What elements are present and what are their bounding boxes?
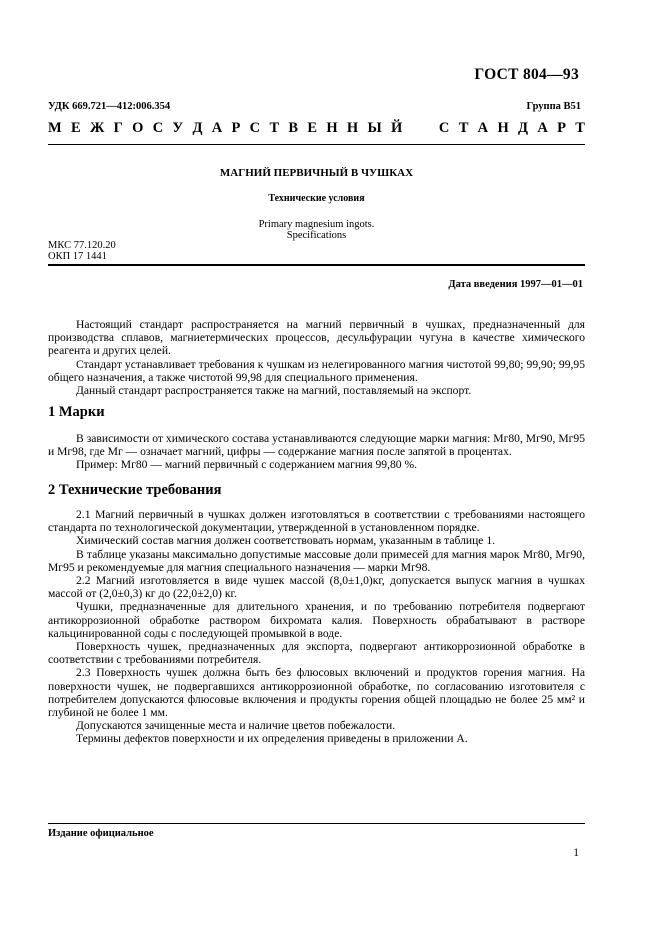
udk-code: УДК 669.721—412:006.354 [48,101,171,112]
paragraph: Стандарт устанавливает требования к чушкам из нелегированного магния чистотой 99,80; 99,90; 99,95 общего назначения, а также чистотой 99,98 для специального применения. [48,357,585,384]
section-2-body [48,508,585,746]
banner-letter: Й [391,120,403,136]
paragraph: Настоящий стандарт распространяется на магний первичный в чушках, предназначенный для производства сплавов, магниетермических процессов, десульфурации чугуна в качестве химического реагента и других целей. [48,318,585,358]
document-subtitle: Технические условия [268,193,365,204]
banner-letter: Е [70,120,81,136]
paragraph: Термины дефектов поверхности и их определения приведены в приложении А. [76,732,468,746]
banner-letter: Д [192,120,203,136]
banner-letter: А [537,120,548,136]
english-title [48,219,585,241]
group-code: Группа В51 [526,101,581,112]
mks-code: МКС 77.120.20 [48,240,116,251]
banner-letter: Т [458,120,469,136]
page-number: 1 [573,847,579,859]
banner-letter: О [132,120,144,136]
banner-letter: Г [113,120,123,136]
banner-letter: Р [557,120,566,136]
paragraph: 2.3 Поверхность чушек должна быть без флюсовых включений и продуктов горения магния. На поверхности чушек, не подвергавшихся антикоррозионной обработке, по согласованию изготовителя с потребителем допускаются флюсовые включения и продукты горения общей площадью не более 25 мм² и глубиной не более 1 мм. [48,666,585,720]
banner-letter: Ы [367,120,382,136]
intro-section [48,318,585,397]
banner-letter: Н [326,120,338,136]
banner-letter: Е [307,120,318,136]
section-heading: 2 Технические требования [48,482,222,498]
header-divider [48,144,585,145]
paragraph: Пример: Мг80 — магний первичный с содержанием магния 99,80 %. [76,458,418,472]
standard-number: ГОСТ 804—93 [474,66,579,83]
banner-letter: Д [518,120,529,136]
paragraph: Чушки, предназначенные для длительного хранения, и по требованию потребителя подвергают антикоррозионной обработке раствором бихромата калия. Поверхность обрабатывают в растворе кальцинированной соды с последующей промывкой в воде. [48,600,585,640]
paragraph: В таблице указаны максимально допустимые массовые доли примесей для магния марок Мг80, Мг90, Мг95 и рекомендуемые для магния специального назначения — марки Мг98. [48,547,585,574]
banner-letter: Т [269,120,280,136]
paragraph: Данный стандарт распространяется также на магний, поставляемый на экспорт. [76,384,472,398]
banner-letter: Н [497,120,509,136]
edition-label: Издание официальное [48,828,154,839]
banner-letter: Н [346,120,359,136]
banner-letter: С [249,120,261,136]
banner-letter: А [211,120,223,136]
effective-date: Дата введения 1997—01—01 [448,279,583,290]
banner-letter: М [48,120,62,136]
banner-letter: С [438,120,450,136]
paragraph: Допускаются зачищенные места и наличие цветов побежалости. [76,719,396,733]
document-title: МАГНИЙ ПЕРВИЧНЫЙ В ЧУШКАХ [219,167,414,179]
title-divider [48,264,585,266]
footer-divider [48,823,585,824]
interstate-standard-banner [48,120,585,137]
banner-spacer [412,120,430,137]
paragraph: 2.1 Магний первичный в чушках должен изготовляться в соответствии с требованиями настоящего стандарта по технологической документации, утвержденной в установленном порядке. [48,508,585,535]
banner-letter: С [152,120,164,136]
english-title-line: Primary magnesium ingots. [258,219,375,230]
paragraph: 2.2 Магний изготовляется в виде чушек массой (8,0±1,0)кг, допускается выпуск магния в чушках массой от (2,0±0,3) кг до (22,0±2,0) кг. [48,574,585,601]
banner-letter: В [288,120,299,136]
classification-codes [48,240,116,262]
section-heading: 1 Марки [48,404,105,420]
banner-letter: Р [231,120,241,136]
banner-letter: У [172,120,184,136]
paragraph: Поверхность чушек, предназначенных для экспорта, подвергают антикоррозионной обработке в соответствии с требованиями потребителя. [48,640,585,667]
banner-letter: Ж [89,120,105,136]
banner-letter: А [477,120,489,136]
paragraph: Химический состав магния должен соответствовать нормам, указанным в таблице 1. [76,534,496,548]
paragraph: В зависимости от химического состава устанавливаются следующие марки магния: Мг80, Мг90, Мг95 и Мг98, где Мг — означает магний, цифры — содержание магния после запятой в процентах. [48,432,585,459]
okp-code: ОКП 17 1441 [48,251,107,262]
banner-letter: Т [575,120,585,136]
section-1-body [48,432,585,472]
english-title-line: Specifications [286,230,347,241]
